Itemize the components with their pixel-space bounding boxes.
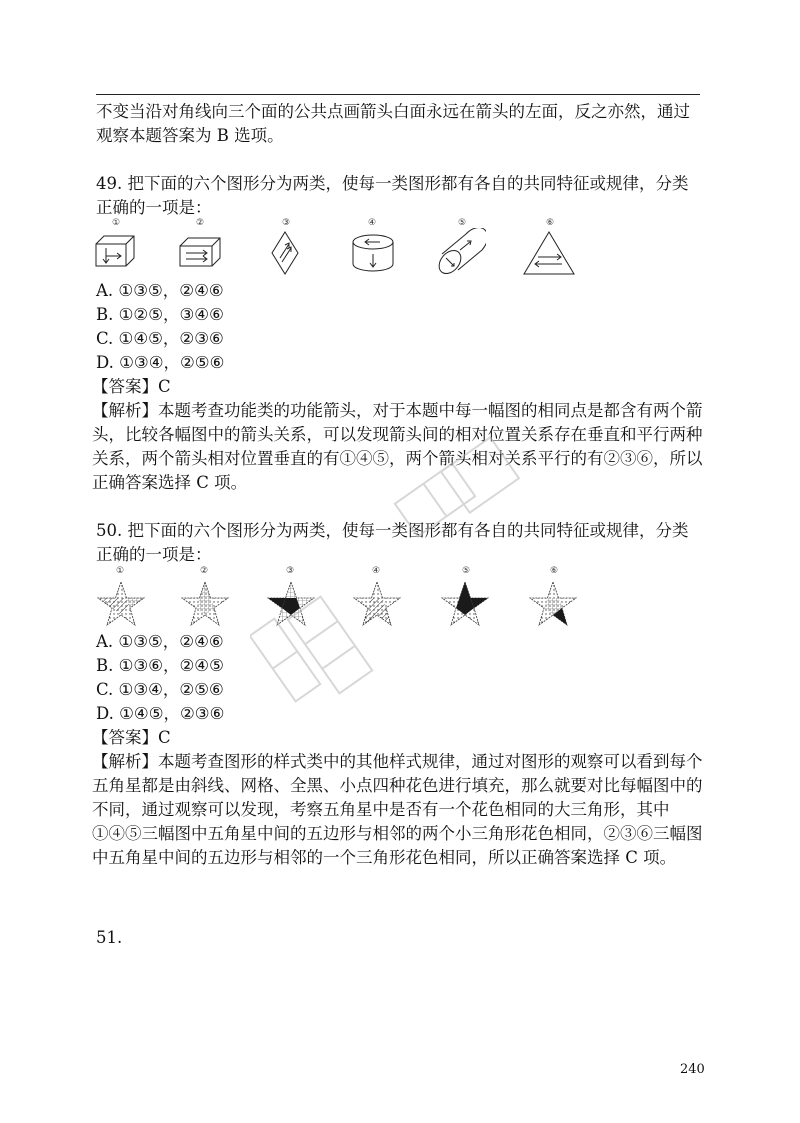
q50-star-figure-4 [352,580,402,630]
q49-figure-box-parallel [176,234,222,270]
q49-figure-tilted-cylinder [436,228,486,278]
q49-fig-number: ② [196,218,205,228]
q51-label: 51. [96,928,123,947]
q49-figure-triangle-parallel [522,230,576,276]
q49-fig-number: ① [112,218,121,228]
q49-analysis: 【解析】本题考查功能类的功能箭头，对于本题中每一幅图的相同点是都含有两个箭头，比较各幅图中的箭头关系，可以发现箭头间的相对位置关系存在垂直和平行两种关系，两个箭头相对位置垂直的有①④⑤，两个箭头相对关系平行的有②③⑥，所以正确答案选择 C 项。 [92,401,703,492]
q50-fig-number: ② [200,566,209,576]
q49-fig-number: ④ [368,218,377,228]
q50-option-d: D. ①④⑤，②③⑥ [96,704,225,723]
q49-fig-number: ⑥ [546,218,555,228]
q50-fig-number: ① [116,566,125,576]
q49-figure-box-perpendicular [92,232,138,272]
q49-option-b: B. ①②⑤，③④⑥ [96,305,224,324]
q50-fig-number: ③ [286,566,295,576]
q49-fig-number: ⑤ [458,218,467,228]
q49-option-c: C. ①④⑤，②③⑥ [96,329,224,348]
q50-answer: 【答案】C [92,728,171,747]
q50-fig-number: ⑥ [550,566,559,576]
q50-option-c: C. ①③④，②⑤⑥ [96,680,224,699]
page-number: 240 [680,1062,705,1077]
q50-star-figure-2 [180,580,230,630]
q49-option-a: A. ①③⑤，②④⑥ [96,281,224,300]
q50-option-a: A. ①③⑤，②④⑥ [96,632,224,651]
q50-option-b: B. ①③⑥，②④⑤ [96,656,224,675]
q49-stem: 49. 把下面的六个图形分为两类，使每一类图形都有各自的共同特征或规律，分类正确的一项是： [96,174,689,217]
q50-fig-number: ④ [372,566,381,576]
q49-answer: 【答案】C [92,377,171,396]
q50-star-figure-5 [440,580,490,630]
header-rule [96,94,700,95]
q49-figure-cylinder-perpendicular [350,232,396,274]
q49-figure-diamond-parallel [270,230,300,276]
q50-analysis: 【解析】本题考查图形的样式类中的其他样式规律，通过对图形的观察可以看到每个五角星都是由斜线、网格、全黑、小点四种花色进行填充，那么就要对比每幅图中的不同，通过观察可以发现，考察五角星中是否有一个花色相同的大三角形，其中①④⑤三幅图中五角星中间的五边形与相邻的两个小三角形花色相同，②③⑥三幅图中五角星中间的五边形与相邻的一个三角形花色相同，所以正确答案选择 C 项。 [92,752,703,867]
q49-option-d: D. ①③④，②⑤⑥ [96,353,225,372]
q50-star-figure-1 [96,580,146,630]
q50-stem: 50. 把下面的六个图形分为两类，使每一类图形都有各自的共同特征或规律，分类正确的一项是： [96,521,689,564]
q49-fig-number: ③ [282,218,291,228]
q50-fig-number: ⑤ [462,566,471,576]
top-paragraph: 不变当沿对角线向三个面的公共点画箭头白面永远在箭头的左面，反之亦然，通过观察本题答案为 B 选项。 [96,102,690,145]
q50-star-figure-3 [266,580,316,630]
q50-star-figure-6 [528,580,578,630]
